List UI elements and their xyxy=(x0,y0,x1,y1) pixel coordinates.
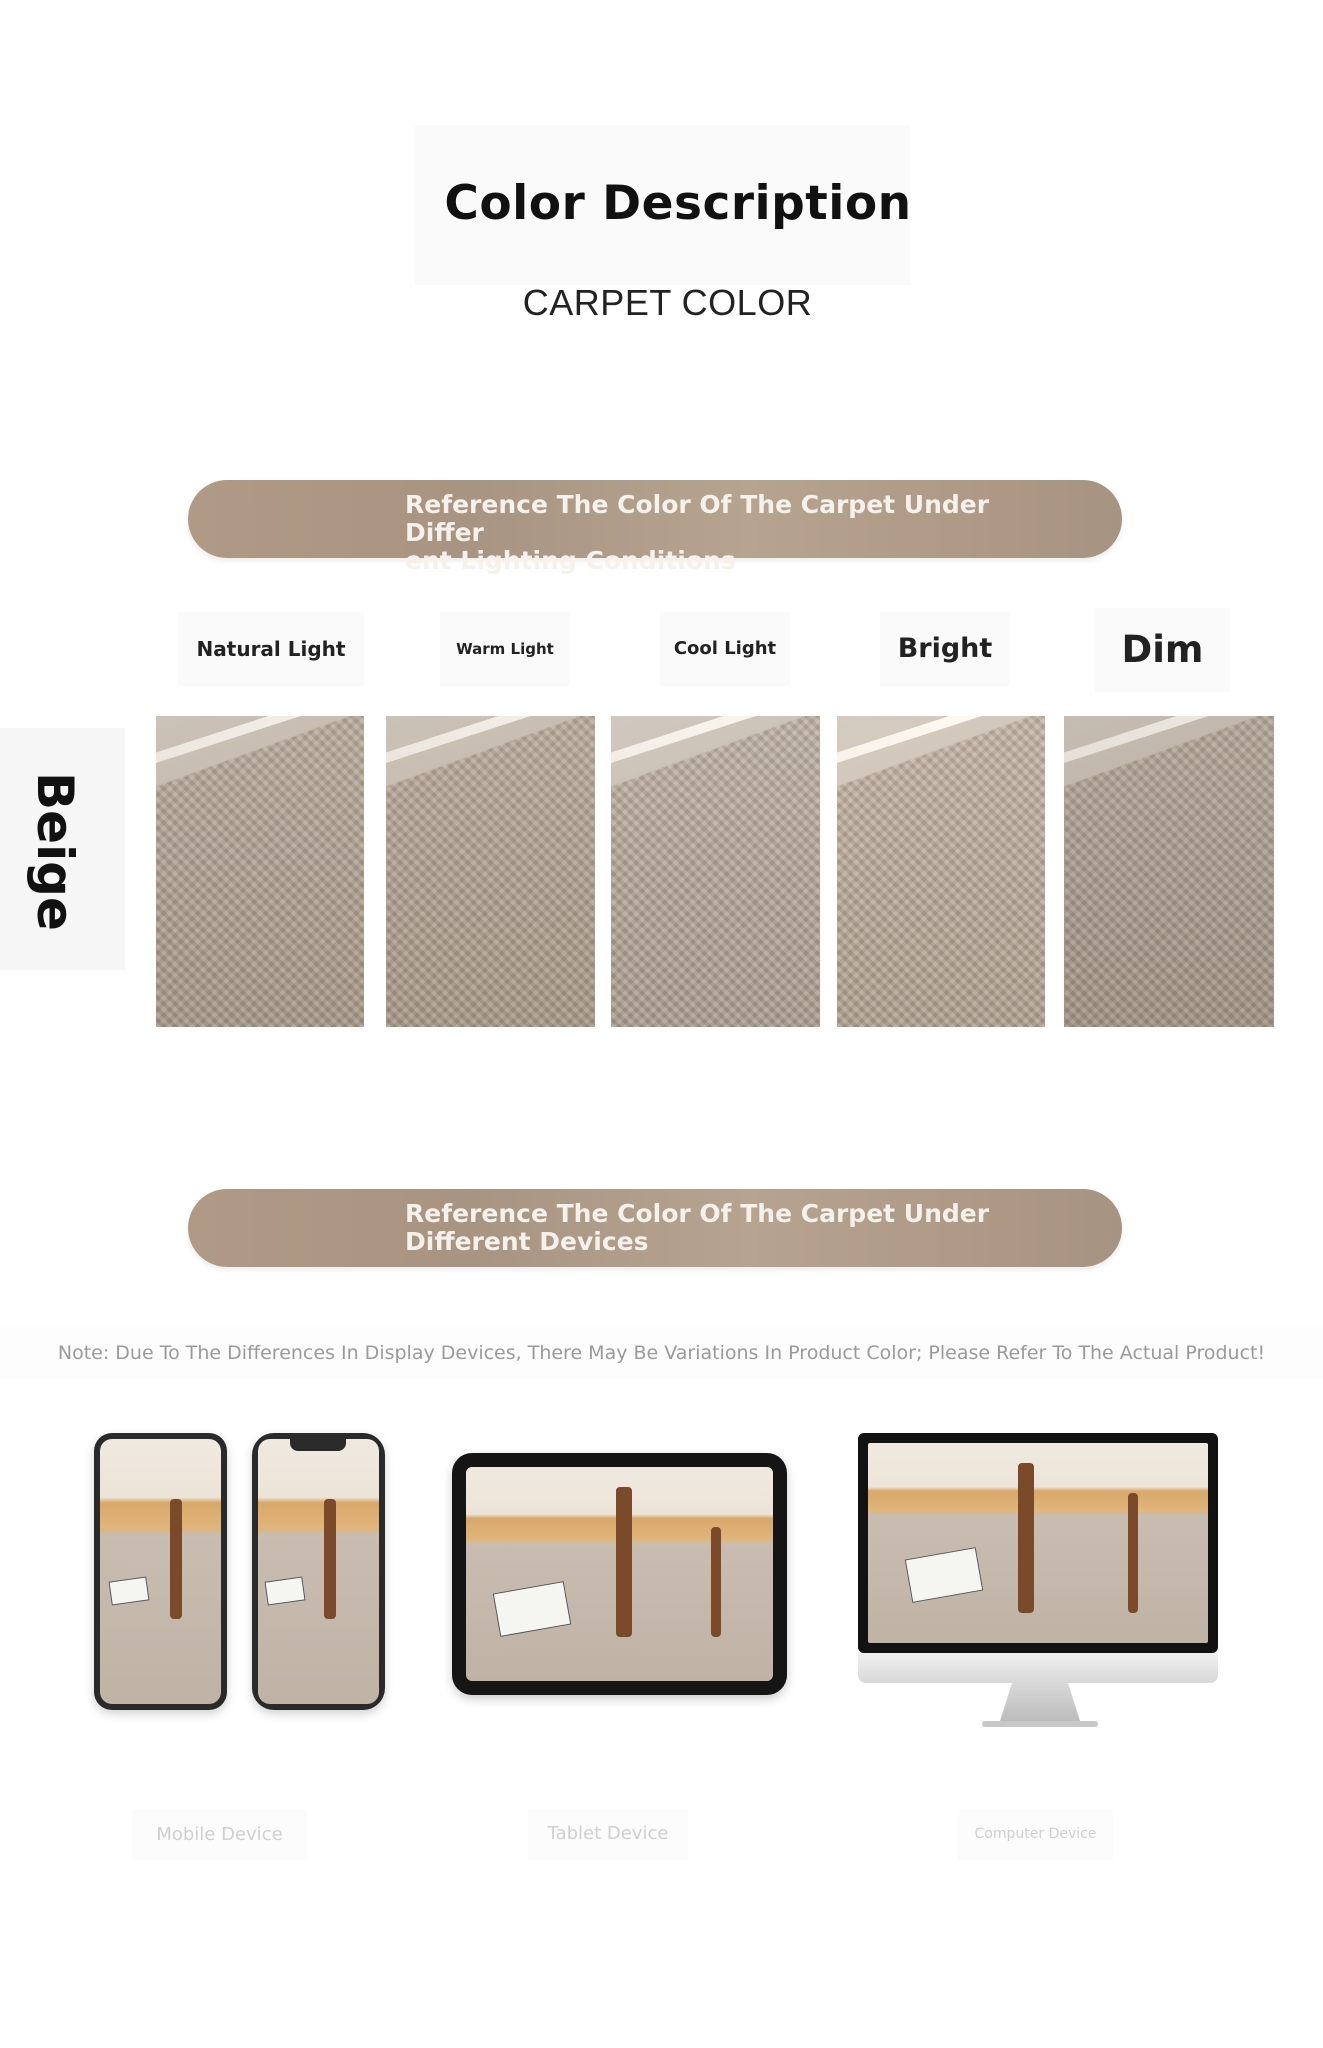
label-dim: Dim xyxy=(1095,608,1230,692)
mobile-screen-1 xyxy=(100,1439,221,1704)
mobile-device-mockup-1 xyxy=(94,1433,227,1710)
label-natural-light: Natural Light xyxy=(178,612,364,686)
swatch-bright xyxy=(837,716,1045,1027)
devices-banner-text xyxy=(405,1200,1045,1256)
mobile-device-mockup-2 xyxy=(252,1433,385,1710)
devices-banner-line-2: Different Devices xyxy=(405,1227,649,1256)
lighting-banner-line-1: Reference The Color Of The Carpet Under Differ xyxy=(405,490,990,547)
computer-monitor-chin xyxy=(858,1653,1218,1683)
lighting-banner-line-2: ent Lighting Conditions xyxy=(405,546,736,575)
swatch-natural-light xyxy=(156,716,364,1027)
label-cool-light: Cool Light xyxy=(660,612,790,686)
color-name-label: Beige xyxy=(26,772,84,931)
swatch-warm-light xyxy=(386,716,595,1027)
lighting-banner xyxy=(188,480,1122,575)
devices-banner xyxy=(188,1189,1122,1267)
computer-monitor-screen-frame xyxy=(858,1433,1218,1653)
label-mobile-device: Mobile Device xyxy=(132,1810,307,1860)
computer-monitor-stand xyxy=(1000,1683,1080,1721)
computer-screen xyxy=(868,1443,1208,1643)
label-tablet-device: Tablet Device xyxy=(528,1810,688,1860)
label-bright: Bright xyxy=(880,612,1010,686)
computer-monitor-base xyxy=(982,1721,1098,1727)
label-computer-device: Computer Device xyxy=(958,1810,1113,1860)
lighting-banner-text xyxy=(405,491,1045,575)
swatch-cool-light xyxy=(611,716,820,1027)
page-title: Color Description xyxy=(444,176,912,231)
devices-banner-line-1: Reference The Color Of The Carpet Under xyxy=(405,1199,990,1228)
mobile-screen-2 xyxy=(258,1439,379,1704)
swatch-dim xyxy=(1064,716,1274,1027)
tablet-screen xyxy=(466,1467,773,1681)
display-variation-note: Note: Due To The Differences In Display Devices, There May Be Variations In Product Color; Please Refer To The Actual Product! xyxy=(0,1327,1323,1379)
page-subtitle: CARPET COLOR xyxy=(522,282,813,323)
label-warm-light: Warm Light xyxy=(440,612,570,686)
tablet-device-mockup xyxy=(452,1453,787,1695)
